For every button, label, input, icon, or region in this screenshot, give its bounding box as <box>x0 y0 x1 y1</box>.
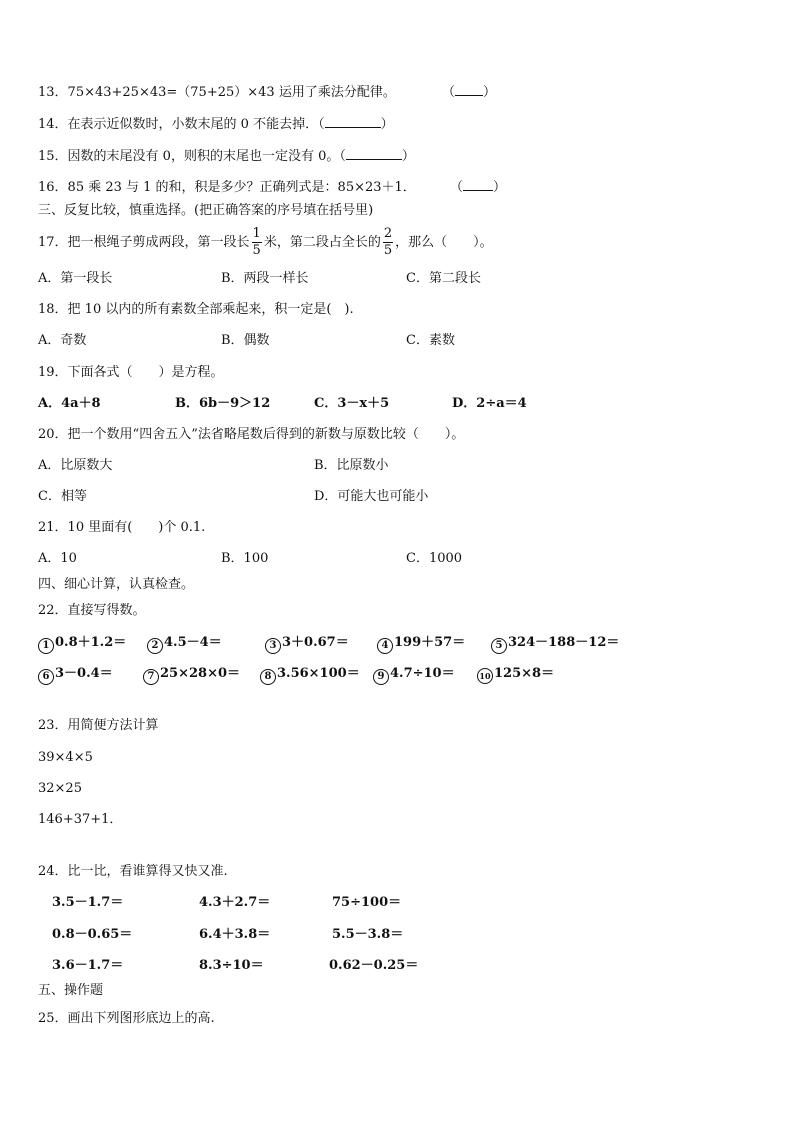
option-b[interactable]: B．两段一样长 <box>221 271 309 286</box>
option-d[interactable]: D．2÷a＝4 <box>452 396 527 411</box>
question-14: 14．在表示近似数时，小数末尾的 0 不能去掉．（ ） <box>38 114 394 134</box>
option-a[interactable]: A．奇数 <box>38 333 87 348</box>
option-d[interactable]: D．可能大也可能小 <box>314 489 429 504</box>
compare-item: 75÷100＝ <box>332 895 402 910</box>
option-c[interactable]: C．相等 <box>38 489 87 504</box>
option-c[interactable]: C．第二段长 <box>406 271 481 286</box>
option-a[interactable]: A．4a＋8 <box>38 396 101 411</box>
calc-item: 7 25×28×0＝ <box>143 665 240 685</box>
compare-item: 3.6－1.7＝ <box>52 958 124 973</box>
calc-item: 8 3.56×100＝ <box>260 665 360 685</box>
question-16-text: 16．85 乘 23 与 1 的和，积是多少？正确列式是：85×23＋1． <box>38 180 416 195</box>
answer-blank[interactable] <box>325 114 381 128</box>
calc-item: 5 324－188－12＝ <box>491 634 619 654</box>
calc-item: 6 3－0.4＝ <box>38 665 113 685</box>
simplify-item: 146+37+1． <box>38 812 123 827</box>
answer-blank[interactable] <box>463 177 493 191</box>
question-14-text: 14．在表示近似数时，小数末尾的 0 不能去掉．（ <box>38 117 325 132</box>
question-25: 25．画出下列图形底边上的高. <box>38 1011 215 1026</box>
calc-item: 3 3＋0.67＝ <box>265 634 349 654</box>
compare-item: 4.3＋2.7＝ <box>199 895 271 910</box>
question-23-title: 23．用简便方法计算 <box>38 718 159 733</box>
compare-item: 5.5－3.8＝ <box>332 927 404 942</box>
option-a[interactable]: A．比原数大 <box>38 458 113 473</box>
question-13: 13．75×43+25×43=（75+25）×43 运用了乘法分配律。 （ ） <box>38 82 496 102</box>
answer-blank[interactable] <box>455 82 483 96</box>
question-17: 17．把一根绳子剪成两段，第一段长 $\frac{1}{5}$ 米，第二段占全长的 $\frac{2}{5}$ ，那么（ ）。 <box>38 226 493 258</box>
question-15: 15．因数的末尾没有 0，则积的末尾也一定没有 0。（ ） <box>38 146 415 166</box>
question-21: 21．10 里面有( )个 0.1. <box>38 520 206 535</box>
section-3-heading: 三、反复比较，慎重选择。(把正确答案的序号填在括号里) <box>38 203 374 218</box>
option-b[interactable]: B．比原数小 <box>314 458 389 473</box>
question-18: 18．把 10 以内的所有素数全部乘起来，积一定是( ). <box>38 302 354 317</box>
option-b[interactable]: B．100 <box>221 551 269 566</box>
fraction-one-fifth: $\frac{1}{5}$ <box>252 226 261 258</box>
simplify-item: 39×4×5 <box>38 750 93 765</box>
fraction-two-fifths: $\frac{2}{5}$ <box>383 226 393 258</box>
question-22-title: 22．直接写得数。 <box>38 603 146 618</box>
compare-item: 0.62－0.25＝ <box>329 958 419 973</box>
option-c[interactable]: C．1000 <box>406 551 463 566</box>
simplify-item: 32×25 <box>38 781 82 796</box>
section-5-heading: 五、操作题 <box>38 983 104 998</box>
option-a[interactable]: A．10 <box>38 551 77 566</box>
option-c[interactable]: C．素数 <box>406 333 455 348</box>
answer-blank[interactable] <box>346 146 402 160</box>
calc-item: 4 199＋57＝ <box>377 634 465 654</box>
calc-item: 9 4.7÷10＝ <box>373 665 455 685</box>
question-16: 16．85 乘 23 与 1 的和，积是多少？正确列式是：85×23＋1． （ ） <box>38 177 506 197</box>
question-13-text: 13．75×43+25×43=（75+25）×43 运用了乘法分配律。 <box>38 85 396 100</box>
compare-item: 0.8－0.65＝ <box>52 927 133 942</box>
question-24-title: 24．比一比，看谁算得又快又准. <box>38 864 228 879</box>
calc-item: 10 125×8＝ <box>477 665 554 684</box>
compare-item: 6.4＋3.8＝ <box>199 927 271 942</box>
option-c[interactable]: C．3－x＋5 <box>314 396 390 411</box>
question-19: 19．下面各式（ ）是方程。 <box>38 365 224 380</box>
question-20: 20．把一个数用“四舍五入”法省略尾数后得到的新数与原数比较（ ）。 <box>38 427 465 442</box>
section-4-heading: 四、细心计算，认真检查。 <box>38 577 195 592</box>
compare-item: 3.5－1.7＝ <box>52 895 124 910</box>
calc-item: 1 0.8＋1.2＝ <box>38 634 126 654</box>
option-b[interactable]: B．6b－9＞12 <box>175 396 271 411</box>
option-b[interactable]: B．偶数 <box>221 333 270 348</box>
option-a[interactable]: A．第一段长 <box>38 271 113 286</box>
calc-item: 2 4.5－4＝ <box>147 634 222 654</box>
question-15-text: 15．因数的末尾没有 0，则积的末尾也一定没有 0。（ <box>38 149 346 164</box>
compare-item: 8.3÷10＝ <box>199 958 264 973</box>
